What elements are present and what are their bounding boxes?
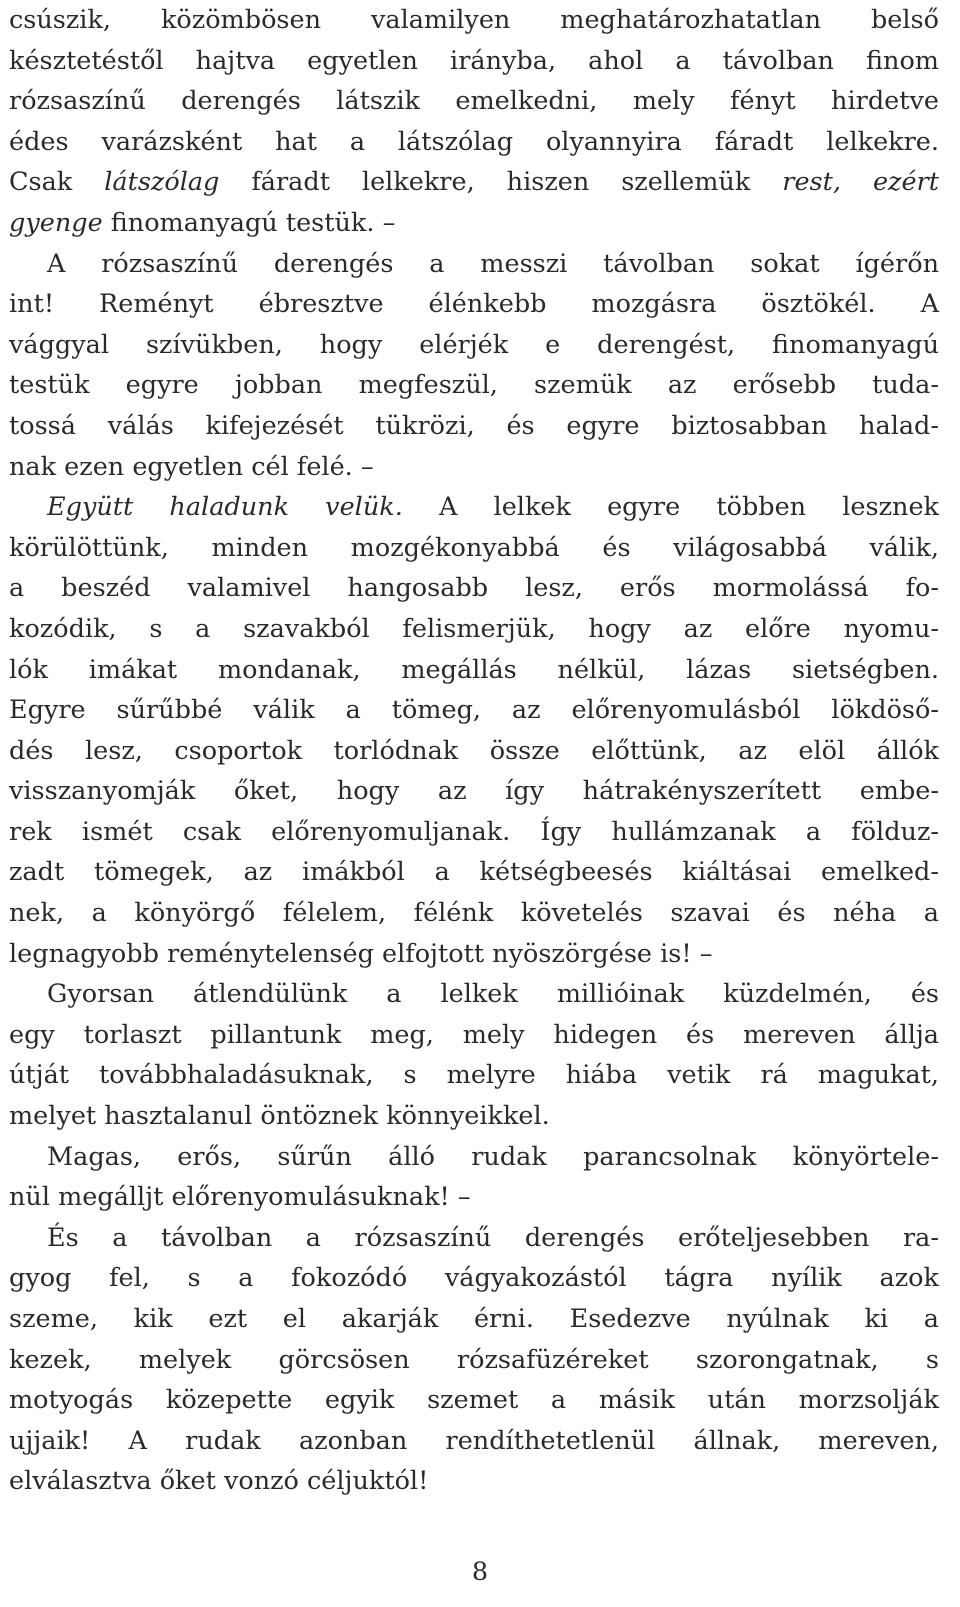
- text-segment: útját továbbhaladásuknak, s melyre hiába vetik rá magukat,: [9, 1060, 939, 1091]
- text-segment: testük egyre jobban megfeszül, szemük az erősebb tuda-: [9, 370, 939, 401]
- text-segment: szeme, kik ezt el akarják érni. Esedezve nyúlnak ki a: [9, 1304, 939, 1334]
- text-line: [9, 244, 939, 285]
- text-segment: rózsaszínű derengés látszik emelkedni, mely fényt hirdetve: [9, 86, 939, 117]
- text-line: [9, 852, 939, 893]
- text-segment: motyogás közepette egyik szemet a másik után morzsolják: [9, 1385, 939, 1416]
- italic-text: látszólag: [104, 167, 220, 198]
- text-segment: gyog fel, s a fokozódó vágyakozástól tágra nyílik azok: [9, 1263, 939, 1294]
- text-segment: körülöttünk, minden mozgékonyabbá és világosabbá válik,: [9, 532, 939, 563]
- text-segment: nek, a könyörgő félelem, félénk követelés szavai és néha a: [9, 898, 939, 929]
- text-segment: tossá válás kifejezését tükrözi, és egyre biztosabban halad-: [9, 410, 939, 441]
- text-segment: fáradt lelkekre, hiszen szellemük: [219, 167, 783, 198]
- text-line: [9, 0, 939, 41]
- text-line: [9, 406, 939, 447]
- text-line: [9, 41, 939, 82]
- text-line: [9, 122, 939, 163]
- text-line: [9, 1177, 939, 1218]
- text-segment: nak ezen egyetlen cél felé. –: [9, 451, 374, 482]
- text-line: [9, 690, 939, 731]
- text-line: [9, 1015, 939, 1056]
- text-line: [9, 1258, 939, 1299]
- text-segment: Magas, erős, sűrűn álló rudak parancsolnak könyörtele-: [47, 1141, 939, 1172]
- text-line: [9, 1218, 939, 1259]
- text-segment: int! Reményt ébresztve élénkebb mozgásra ösztökél. A: [9, 289, 939, 320]
- text-line: [9, 893, 939, 934]
- text-line: [9, 771, 939, 812]
- text-line: [9, 325, 939, 366]
- text-segment: lók imákat mondanak, megállás nélkül, lázas sietségben.: [9, 654, 939, 685]
- text-segment: melyet hasztalanul öntöznek könnyeikkel.: [9, 1101, 550, 1132]
- text-segment: nül megálljt előrenyomulásuknak! –: [9, 1182, 471, 1213]
- text-line: [9, 1137, 939, 1178]
- text-segment: dés lesz, csoportok torlódnak össze előttünk, az elöl állók: [9, 735, 939, 766]
- text-line: [9, 1380, 939, 1421]
- text-segment: csúszik, közömbösen valamilyen meghatározhatatlan belső: [9, 5, 939, 35]
- text-segment: ujjaik! A rudak azonban rendíthetetlenül állnak, mereven,: [9, 1425, 939, 1456]
- text-segment: Egyre sűrűbbé válik a tömeg, az előrenyomulásból lökdöső-: [9, 695, 939, 726]
- text-segment: legnagyobb reménytelenség elfojtott nyöszörgése is! –: [9, 938, 713, 969]
- text-line: [9, 203, 939, 244]
- text-line: [9, 1096, 939, 1137]
- text-line: [9, 1421, 939, 1462]
- text-segment: késztetéstől hajtva egyetlen irányba, ahol a távolban finom: [9, 45, 939, 76]
- text-line: [9, 1461, 939, 1502]
- text-line: [9, 81, 939, 122]
- text-line: [9, 447, 939, 488]
- text-line: [9, 934, 939, 975]
- text-segment: zadt tömegek, az imákból a kétségbeesés kiáltásai emelked-: [9, 857, 939, 888]
- text-line: [9, 487, 939, 528]
- text-segment: A lelkek egyre többen lesznek: [402, 492, 939, 523]
- text-line: [9, 162, 939, 203]
- text-segment: Gyorsan átlendülünk a lelkek millióinak küzdelmén, és: [47, 979, 939, 1010]
- text-line: [9, 1055, 939, 1096]
- text-line: [9, 974, 939, 1015]
- text-segment: Csak: [9, 167, 105, 198]
- italic-text: gyenge: [9, 207, 103, 238]
- italic-text: rest, ezért: [782, 167, 939, 198]
- text-line: [9, 284, 939, 325]
- text-segment: visszanyomják őket, hogy az így hátrakényszerített embe-: [9, 776, 939, 807]
- text-line: [9, 731, 939, 772]
- text-segment: vággyal szívükben, hogy elérjék e derengést, finomanyagú: [9, 329, 939, 360]
- text-segment: A rózsaszínű derengés a messzi távolban sokat ígérőn: [47, 248, 939, 279]
- text-line: [9, 1299, 939, 1340]
- text-line: [9, 650, 939, 691]
- text-segment: édes varázsként hat a látszólag olyannyira fáradt lelkekre.: [9, 126, 939, 157]
- text-segment: kozódik, s a szavakból felismerjük, hogy az előre nyomu-: [9, 613, 939, 644]
- text-line: [9, 1340, 939, 1381]
- text-line: [9, 528, 939, 569]
- text-line: [9, 812, 939, 853]
- text-segment: kezek, melyek görcsösen rózsafüzéreket szorongatnak, s: [9, 1344, 939, 1375]
- text-line: [9, 609, 939, 650]
- text-segment: elválasztva őket vonzó céljuktól!: [9, 1466, 429, 1497]
- page-number: 8: [471, 1557, 489, 1587]
- text-segment: a beszéd valamivel hangosabb lesz, erős mormolássá fo-: [9, 573, 939, 604]
- text-segment: finomanyagú testük. –: [102, 207, 396, 238]
- text-line: [9, 365, 939, 406]
- text-segment: rek ismét csak előrenyomuljanak. Így hullámzanak a földuz-: [9, 816, 939, 847]
- text-segment: És a távolban a rózsaszínű derengés erőteljesebben ra-: [47, 1222, 939, 1253]
- body-text: [9, 0, 939, 1502]
- text-segment: egy torlaszt pillantunk meg, mely hidegen és mereven állja: [9, 1019, 939, 1050]
- text-line: [9, 568, 939, 609]
- italic-text: Együtt haladunk velük.: [47, 492, 403, 523]
